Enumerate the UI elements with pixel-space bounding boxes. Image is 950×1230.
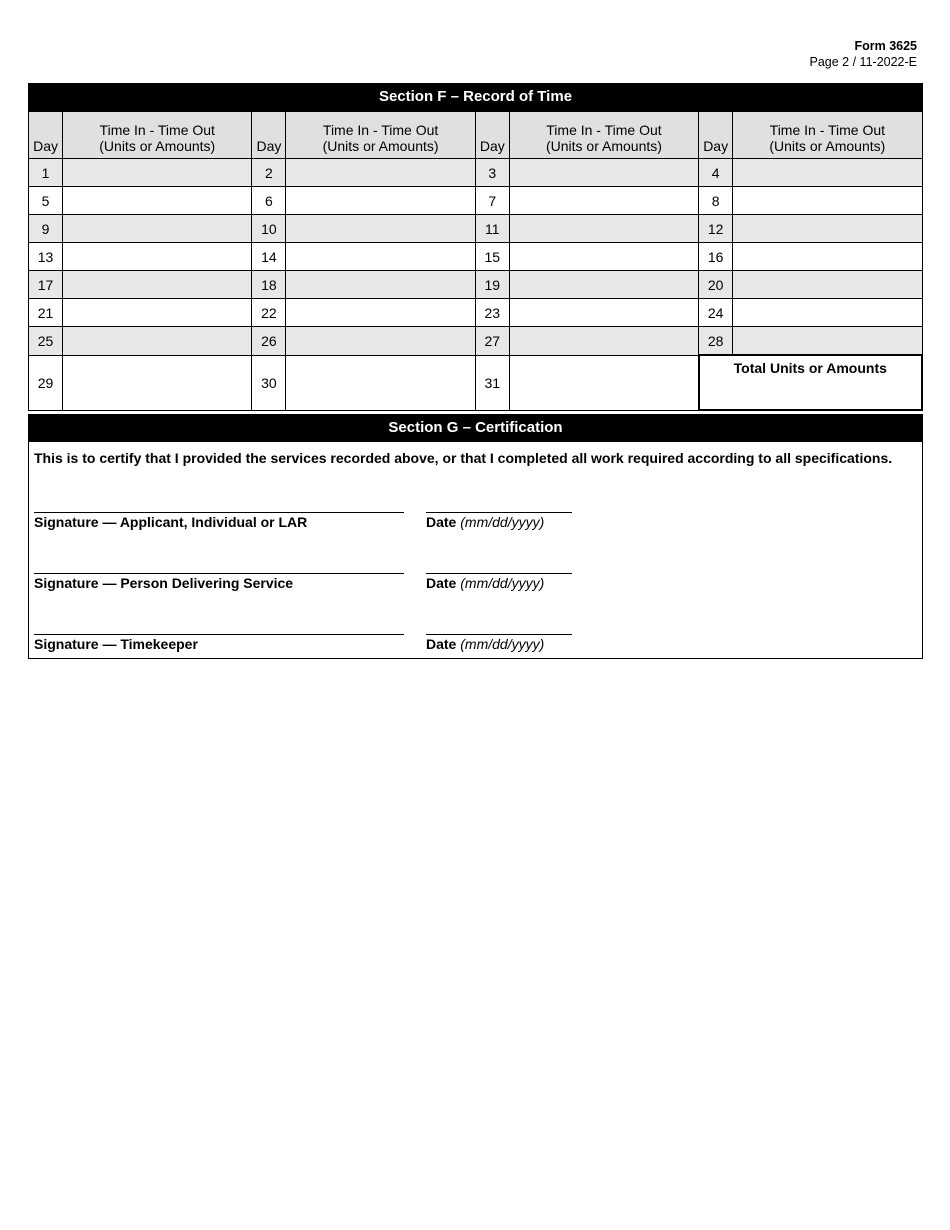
day-number: 22 — [252, 299, 286, 327]
time-entry-field[interactable] — [509, 215, 698, 243]
time-entry-field[interactable] — [63, 215, 252, 243]
day-number: 1 — [29, 159, 63, 187]
time-entry-field[interactable] — [286, 159, 475, 187]
timekeeper-signature-field[interactable] — [34, 634, 404, 652]
day-number: 31 — [475, 355, 509, 410]
date-label: Date (mm/dd/yyyy) — [426, 575, 545, 591]
table-header-row — [29, 112, 923, 159]
timekeeper-date-field[interactable] — [426, 634, 572, 652]
section-f-title: Section F – Record of Time — [28, 83, 923, 111]
applicant-date-field[interactable] — [426, 512, 572, 530]
time-entry-field[interactable] — [286, 271, 475, 299]
table-row — [29, 243, 923, 271]
table-row — [29, 355, 923, 410]
applicant-signature-field[interactable] — [34, 512, 404, 530]
entry-header: Time In - Time Out (Units or Amounts) — [63, 112, 252, 159]
day-header: Day — [252, 112, 286, 159]
time-entry-field[interactable] — [63, 187, 252, 215]
time-entry-field[interactable] — [286, 327, 475, 356]
day-number: 28 — [699, 327, 733, 356]
day-number: 7 — [475, 187, 509, 215]
entry-header: Time In - Time Out (Units or Amounts) — [509, 112, 698, 159]
form-header — [810, 38, 917, 70]
day-number: 14 — [252, 243, 286, 271]
time-entry-field[interactable] — [733, 271, 922, 299]
table-row — [29, 187, 923, 215]
day-number: 30 — [252, 355, 286, 410]
day-number: 3 — [475, 159, 509, 187]
time-entry-field[interactable] — [733, 327, 922, 356]
time-entry-field[interactable] — [63, 271, 252, 299]
time-entry-field[interactable] — [733, 299, 922, 327]
time-entry-field[interactable] — [63, 355, 252, 410]
section-g-title: Section G – Certification — [28, 414, 923, 442]
time-entry-field[interactable] — [286, 187, 475, 215]
day-header: Day — [475, 112, 509, 159]
day-number: 4 — [699, 159, 733, 187]
section-g-certification — [28, 414, 923, 659]
date-label: Date (mm/dd/yyyy) — [426, 636, 545, 652]
table-row — [29, 327, 923, 356]
day-number: 29 — [29, 355, 63, 410]
day-number: 15 — [475, 243, 509, 271]
day-number: 19 — [475, 271, 509, 299]
time-entry-field[interactable] — [509, 355, 698, 410]
certification-statement: This is to certify that I provided the services recorded above, or that I completed all work required according to all specifications. — [34, 450, 893, 466]
day-number: 18 — [252, 271, 286, 299]
day-number: 23 — [475, 299, 509, 327]
day-number: 17 — [29, 271, 63, 299]
time-entry-field[interactable] — [509, 187, 698, 215]
table-row — [29, 159, 923, 187]
page-info: Page 2 / 11-2022-E — [809, 55, 917, 69]
day-number: 10 — [252, 215, 286, 243]
day-number: 9 — [29, 215, 63, 243]
time-entry-field[interactable] — [286, 355, 475, 410]
time-entry-field[interactable] — [733, 159, 922, 187]
service-provider-signature-field[interactable] — [34, 573, 404, 591]
entry-header: Time In - Time Out (Units or Amounts) — [733, 112, 922, 159]
service-provider-date-field[interactable] — [426, 573, 572, 591]
time-entry-field[interactable] — [509, 159, 698, 187]
entry-header: Time In - Time Out (Units or Amounts) — [286, 112, 475, 159]
section-f-record-of-time — [28, 83, 923, 411]
signature-row-applicant — [29, 512, 922, 532]
signature-row-timekeeper — [29, 634, 922, 654]
signature-label: Signature — Person Delivering Service — [34, 575, 294, 591]
day-header: Day — [29, 112, 63, 159]
time-entry-field[interactable] — [509, 243, 698, 271]
signature-label: Signature — Applicant, Individual or LAR — [34, 514, 308, 530]
day-number: 2 — [252, 159, 286, 187]
time-entry-field[interactable] — [733, 215, 922, 243]
time-entry-field[interactable] — [286, 243, 475, 271]
time-entry-field[interactable] — [733, 187, 922, 215]
table-row — [29, 215, 923, 243]
day-number: 25 — [29, 327, 63, 356]
time-entry-field[interactable] — [63, 159, 252, 187]
time-entry-field[interactable] — [286, 299, 475, 327]
total-units-field[interactable]: Total Units or Amounts — [699, 355, 922, 410]
day-number: 27 — [475, 327, 509, 356]
day-number: 8 — [699, 187, 733, 215]
form-number: Form 3625 — [854, 39, 917, 53]
day-header: Day — [699, 112, 733, 159]
day-number: 21 — [29, 299, 63, 327]
time-entry-field[interactable] — [286, 215, 475, 243]
time-entry-field[interactable] — [63, 299, 252, 327]
table-row — [29, 299, 923, 327]
signature-label: Signature — Timekeeper — [34, 636, 198, 652]
table-row — [29, 271, 923, 299]
time-record-table — [28, 111, 923, 411]
day-number: 5 — [29, 187, 63, 215]
time-entry-field[interactable] — [733, 243, 922, 271]
day-number: 16 — [699, 243, 733, 271]
day-number: 20 — [699, 271, 733, 299]
day-number: 26 — [252, 327, 286, 356]
time-entry-field[interactable] — [509, 299, 698, 327]
day-number: 12 — [699, 215, 733, 243]
day-number: 11 — [475, 215, 509, 243]
signature-row-service-provider — [29, 573, 922, 593]
time-entry-field[interactable] — [63, 327, 252, 356]
day-number: 24 — [699, 299, 733, 327]
time-entry-field[interactable] — [509, 327, 698, 356]
time-entry-field[interactable] — [509, 271, 698, 299]
day-number: 13 — [29, 243, 63, 271]
time-entry-field[interactable] — [63, 243, 252, 271]
day-number: 6 — [252, 187, 286, 215]
date-label: Date (mm/dd/yyyy) — [426, 514, 545, 530]
